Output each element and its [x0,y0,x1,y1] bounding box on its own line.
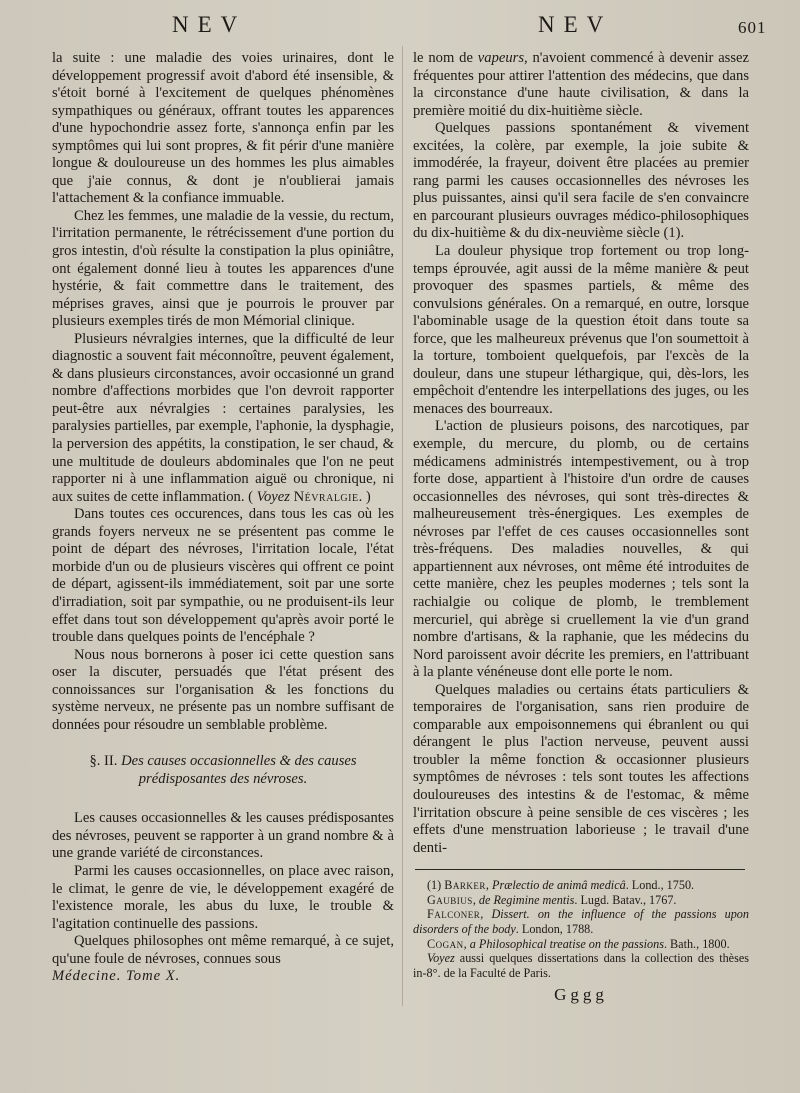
footnote: (1) Barker, Prælectio de animâ medicâ. Lond., 1750. [427,878,695,893]
footnote: Cogan, a Philosophical treatise on the passions. Bath., 1800. [427,936,730,951]
footnote [413,951,749,980]
footnote-rest: . Bath., 1800. [663,936,730,951]
volume-signature-text: Médecine. Tome X. [52,968,181,985]
emphasis-word: vapeurs [477,50,525,66]
paragraph: Quelques philosophes ont même remarqué, à ce sujet, qu'une foule de névroses, connues sous [52,933,394,967]
paragraph: Quelques passions spontanément & vivement excitées, la colère, par exemple, la joie subite & immodérée, la frayeur, doivent être placées au premier rang parmi les causes occasionnelles des névroses les plus puissantes, ainsi qu'il sera facile de s'en convaincre en parcourant plusieurs ouvrages médico-philosophiques du dix-huitième & du dix-neuvième siècle (1). [413,120,749,242]
paragraph: Chez les femmes, une maladie de la vessie, du rectum, l'irritation permanente, le rétrécissement d'une portion du gros intestin, d'où résulte la constipation la plus opiniâtre, ont également donné lieu à toutes les apparences d'une hystérie, & fait commettre dans le traitement, des méprises graves, ainsi que je pourrois le prouver par plusieurs exemples tirés de mon Mémorial clinique. [52,207,394,330]
section-title-line-1: Des causes occasionnelles & des causes [121,753,357,770]
paragraph-text: , n'avoient commencé à devenir assez fréquentes pour attirer l'attention des médecins, que dans la circonstance d'une haute civilisation, & dans la première moitié du dix-huitième siècle. [413,50,749,119]
footnote-rest: . London, 1788. [515,921,594,936]
footnote-rest: . Lugd. Batav., 1767. [574,892,677,907]
footnote-mark: (1) [427,878,445,893]
page-number: 601 [738,18,767,37]
cross-reference-word: Névralgie [293,488,359,505]
paragraph [413,50,749,120]
footnote-rule [415,869,745,870]
running-header [0,12,800,42]
left-column [52,50,394,986]
footnote-text: aussi quelques dissertations dans la collection des thèses in-8°. de la Faculté de Paris. [413,951,749,980]
footnote-author: Barker [444,878,486,893]
printer-signature-mark: Gggg [554,985,608,1005]
paragraph: la suite : une maladie des voies urinaires, dont le développement progressif avoit d'abord été insensible, & s'étoit borné à l'excitement de quelques phénomènes sympathiques ou généraux, offrant toutes les apparences d'une hypochondrie assez forte, s'annonça enfin par les symptômes qui lui sont propres, & fit périr d'une manière longue & douloureuse un des hommes les plus aimables que j'aie connus, & dont je n'oublierai jamais l'attachement & la confiance immuable. [52,50,394,207]
footnote-author: Cogan [427,936,464,951]
footnote-title: Prælectio de animâ medicâ [492,878,626,893]
column-divider [402,46,403,1006]
section-heading [52,752,394,788]
footnote: Gaubius, de Regimine mentis. Lugd. Batav., 1767. [427,892,677,907]
paragraph: Parmi les causes occasionnelles, on place avec raison, le climat, le genre de vie, le développement exagéré de l'existence morale, les abus du luxe, le trouble & l'agitation continuelle des passions. [52,862,394,932]
paragraph: La douleur physique trop fortement ou trop long-temps éprouvée, agit aussi de la même manière & peut provoquer des spasmes partiels, & même des convulsions générales. On a remarqué, en outre, lorsque l'abominable usage de la question étoit dans toute sa force, que les malheureux prévenus que l'on soumettoit à la torture, tomboient quelquefois, par l'excès de la douleur, dans une stupeur léthargique, qui, dès-lors, les empêchoit d'entendre les interpellations des juges, ou les menaces des bourreaux. [413,243,749,417]
paragraph: Les causes occasionnelles & les causes prédisposantes des névroses, peuvent se rapporter à un grand nombre & à une grande variété de circonstances. [52,810,394,862]
footnote-title: de Regimine mentis [478,892,575,907]
footnote-voyez: Voyez [427,951,455,966]
paragraph-text: Plusieurs névralgies internes, que la difficulté de leur diagnostic a souvent fait méconnoître, peuvent également, & dans plusieurs circonstances, avoir occasionné un grand nombre d'affections morbides que l'on devroit rapporter peut-être aux névralgies : certaines paralysies, les paralysies partielles, par exemple, l'aphonie, la dysphagie, la perversion des appétits, la constipation, le ser chaud, & une multitude de douleurs abdominales que l'on ne peut rapporter ni à une inflammation aiguë ou chronique, ni aux suites de cette inflammation. [52,330,394,505]
footnote-rest: . Lond., 1750. [625,878,695,893]
section-number: §. II. [89,753,118,770]
paragraph: Quelques maladies ou certains états particuliers & temporaires de l'organisation, sans rien produire de comparable aux empoisonnemens qui ébranlent ou qui dérangent le plus l'action nerveuse, peuvent aussi troubler la même fonction & occasionner plusieurs symptômes de névroses : tels sont toutes les affections douloureuses des intestins & de l'estomac, & même l'irritation obscure à peine sensible de ces viscères ; les effets d'une menstruation laborieuse ; le travail d'une denti- [413,681,749,856]
footnote-title: Dissert. on the influence of the passions upon disorders of the body [413,907,749,936]
paragraph: Dans toutes ces occurences, dans tous les cas où les grands foyers nerveux ne se présentent pas comme le point de départ des névroses, l'irritation locale, l'état morbide d'un ou de plusieurs viscères qui offrent ce point de départ, agissent-ils immédiatement, soit par une sorte d'irradiation, soit par sympathie, ou ne produisent-ils leur effet dans tout son développement qu'après avoir porté le trouble dans quelques points de l'encéphale ? [52,506,394,646]
footnote-author: Falconer [427,907,481,922]
cross-reference-voyez: Voyez [256,488,290,505]
section-title-line-2: prédisposantes des névroses. [138,771,308,788]
right-column [413,50,749,1004]
footnote-title: a Philosophical treatise on the passions [469,936,664,951]
footnote: Falconer, Dissert. on the influence of the passions upon disorders of the body. London, 1788. [413,907,749,936]
paragraph: Nous nous bornerons à poser ici cette question sans oser la discuter, persuadés que l'état présent des connoissances sur l'organisation & les fonctions du système nerveux, ne présente pas un nombre suffisant de données pour résoudre un semblable problème. [52,646,394,733]
paragraph: L'action de plusieurs poisons, des narcotiques, par exemple, du mercure, du plomb, ou de certains médicamens administrés intempestivement, ou à trop forte dose, appartient à l'histoire d'un ordre de causes occasionnelles des névroses, qui sont très-directes & malheureusement très-énergiques. Les exemples de névroses par l'effet de ces causes occasionnelles sont très-fréquens. Des maladies nouvelles, & qui appartiennent aux névroses, ont même été introduites de cette manière, chez les peuples modernes ; tels sont la rachialgie ou colique de plomb, le tremblement mercuriel, qui abrège si cruellement la vie d'un grand nombre d'artisans, & la raphanie, que les médecins du Nord paroissent avoir décrite les premiers, en l'attribuant à la plante vénéneuse dont elle porte le nom. [413,418,749,681]
paragraph [52,331,394,506]
footnote-author: Gaubius [427,892,473,907]
cross-reference-open: ( [244,488,257,505]
header-title-left: NEV [172,12,247,37]
volume-signature [52,968,394,986]
footnotes [413,878,749,980]
header-title-right: NEV [538,12,613,37]
paragraph-text: le nom de [413,50,478,66]
cross-reference-close: . ) [358,488,371,505]
